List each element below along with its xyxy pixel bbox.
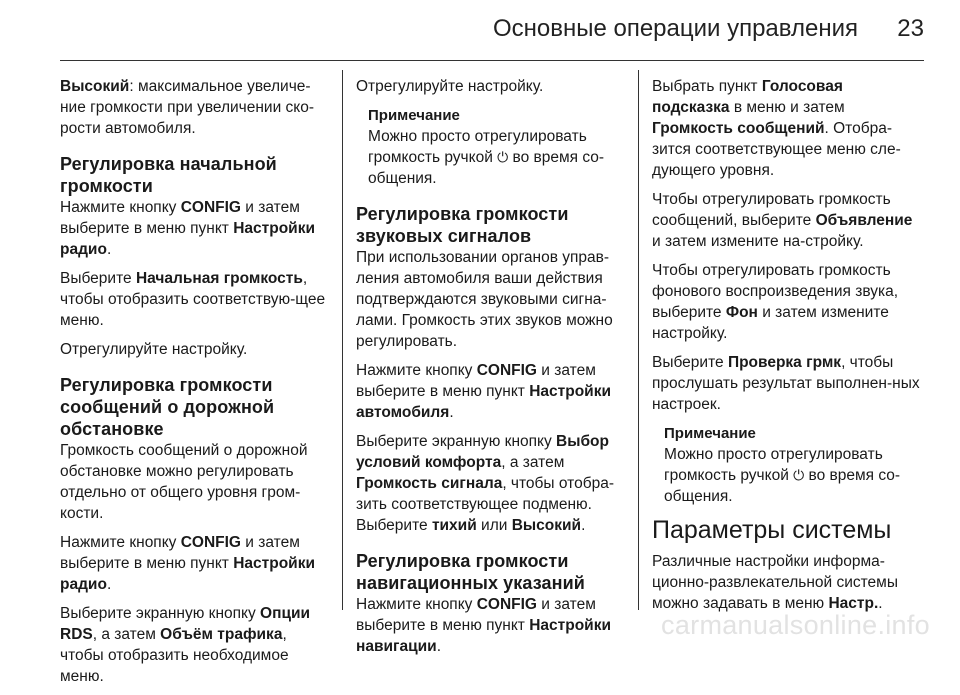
section-heading-initial-volume: Регулировка начальной громкости	[60, 154, 277, 196]
text: или	[476, 517, 512, 534]
text: .	[581, 517, 586, 534]
column-divider	[342, 70, 343, 610]
bold-term: Проверка грмк	[727, 354, 842, 371]
paragraph	[652, 352, 924, 415]
bold-term: Голосовая подсказка	[652, 78, 843, 116]
bold-term: CONFIG	[180, 199, 241, 216]
note-text	[368, 126, 624, 189]
text: Нажмите кнопку	[60, 534, 181, 551]
bold-term: CONFIG	[476, 596, 537, 613]
text: Выберите	[652, 354, 728, 371]
text-column-3	[652, 76, 924, 622]
text: и затем выберите в меню пункт	[60, 199, 300, 237]
text: Выберите	[60, 270, 136, 287]
text: Нажмите кнопку	[356, 596, 477, 613]
paragraph	[356, 360, 624, 423]
bold-term: Опции RDS	[60, 605, 311, 643]
bold-term: тихий	[431, 517, 477, 534]
bold-term: Настройки навигации	[356, 617, 611, 655]
paragraph	[652, 260, 924, 344]
paragraph	[60, 532, 334, 595]
text: , чтобы отобразить необходимое меню.	[60, 626, 289, 685]
section-heading-navigation-volume: Регулировка громкости навигационных указаний	[356, 551, 585, 593]
text: Чтобы отрегулировать громкость фонового воспроизведения звука, выберите	[652, 262, 899, 321]
text: во время со-общения.	[664, 467, 901, 505]
text: Выберите экранную кнопку	[356, 433, 557, 450]
bold-term: Высокий	[511, 517, 582, 534]
text: и затем выберите в меню пункт	[60, 534, 300, 572]
note-box	[664, 423, 924, 507]
paragraph	[652, 76, 924, 181]
bold-term: Настройки радио	[60, 555, 315, 593]
bold-term: Фон	[725, 304, 758, 321]
page-title: Основные операции управления	[492, 15, 858, 42]
paragraph	[60, 76, 334, 139]
bold-term: Настройки радио	[60, 220, 315, 258]
text: . Отобра-зится соответствующее меню сле-дующего уровня.	[652, 120, 901, 179]
paragraph	[60, 268, 334, 331]
bold-term: Громкость сообщений	[652, 120, 825, 137]
paragraph	[356, 431, 624, 536]
text: и затем выберите в меню пункт	[356, 596, 596, 634]
paragraph: Отрегулируйте настройку.	[60, 341, 248, 358]
text: , а затем	[92, 626, 161, 643]
section-heading-system-settings: Параметры системы	[652, 516, 892, 544]
paragraph: Отрегулируйте настройку.	[356, 78, 544, 95]
text: , чтобы прослушать результат выполнен-ных настроек.	[652, 354, 920, 413]
text: в меню и затем	[729, 99, 845, 116]
text: Выберите экранную кнопку	[60, 605, 261, 622]
header-divider	[60, 60, 924, 61]
text: и затем измените настройку.	[652, 304, 889, 342]
text: , чтобы отобра-зить соответствующее подменю. Выберите	[356, 475, 614, 534]
bold-term: CONFIG	[476, 362, 537, 379]
bold-term: Начальная громкость	[135, 270, 303, 287]
text: Различные настройки информа-ционно-развлекательной системы можно задавать в меню	[652, 553, 898, 612]
watermark: carmanualsonline.info	[661, 610, 930, 640]
text: .	[449, 404, 454, 421]
paragraph	[652, 189, 924, 252]
text: Можно просто отрегулировать громкость ручкой	[368, 128, 587, 166]
section-heading-traffic-volume: Регулировка громкости сообщений о дорожной обстановке	[60, 375, 275, 439]
text: : максимальное увеличе-ние громкости при увеличении ско-рости автомобиля.	[60, 78, 315, 137]
paragraph: Громкость сообщений о дорожной обстановке можно регулировать отдельно от общего уровня гром-кости.	[60, 442, 308, 522]
text-column-2	[356, 76, 624, 665]
bold-term: Выбор условий комфорта	[356, 433, 609, 471]
text: и затем выберите в меню пункт	[356, 362, 596, 400]
text: Выбрать пункт	[652, 78, 762, 95]
page-number: 23	[897, 15, 924, 42]
note-box	[368, 105, 624, 189]
paragraph	[652, 551, 924, 614]
text: Можно просто отрегулировать громкость ручкой	[664, 446, 883, 484]
text: .	[878, 595, 883, 612]
paragraph: При использовании органов управ-ления автомобиля ваши действия подтверждаются звуковыми сигна-лами. Громкость этих звуков можно регулировать.	[356, 249, 613, 350]
column-divider	[638, 70, 639, 610]
text: , чтобы отобразить соответствую-щее меню.	[60, 270, 326, 329]
text-column-1	[60, 76, 334, 695]
text: , а затем	[501, 454, 565, 471]
note-title: Примечание	[664, 425, 756, 442]
paragraph	[60, 197, 334, 260]
text: .	[106, 241, 112, 258]
bold-term: Настройки автомобиля	[356, 383, 611, 421]
bold-term: CONFIG	[180, 534, 241, 551]
power-knob-icon: ⏻	[793, 467, 805, 483]
section-heading-sound-signals: Регулировка громкости звуковых сигналов	[356, 204, 569, 246]
text: и затем измените на-стройку.	[652, 233, 864, 250]
note-text	[664, 444, 924, 507]
bold-term: Объём трафика	[160, 626, 283, 643]
power-knob-icon: ⏻	[497, 149, 509, 165]
bold-term: Громкость сигнала	[356, 475, 503, 492]
text: Нажмите кнопку	[60, 199, 181, 216]
note-title: Примечание	[368, 107, 460, 124]
text: Нажмите кнопку	[356, 362, 477, 379]
bold-term: Объявление	[815, 212, 913, 229]
text: во время со-общения.	[368, 149, 605, 187]
bold-term: Высокий	[60, 78, 130, 95]
text: Чтобы отрегулировать громкость сообщений, выберите	[652, 191, 891, 229]
bold-term: Настр.	[828, 595, 879, 612]
text: .	[436, 638, 442, 655]
text: .	[106, 576, 112, 593]
